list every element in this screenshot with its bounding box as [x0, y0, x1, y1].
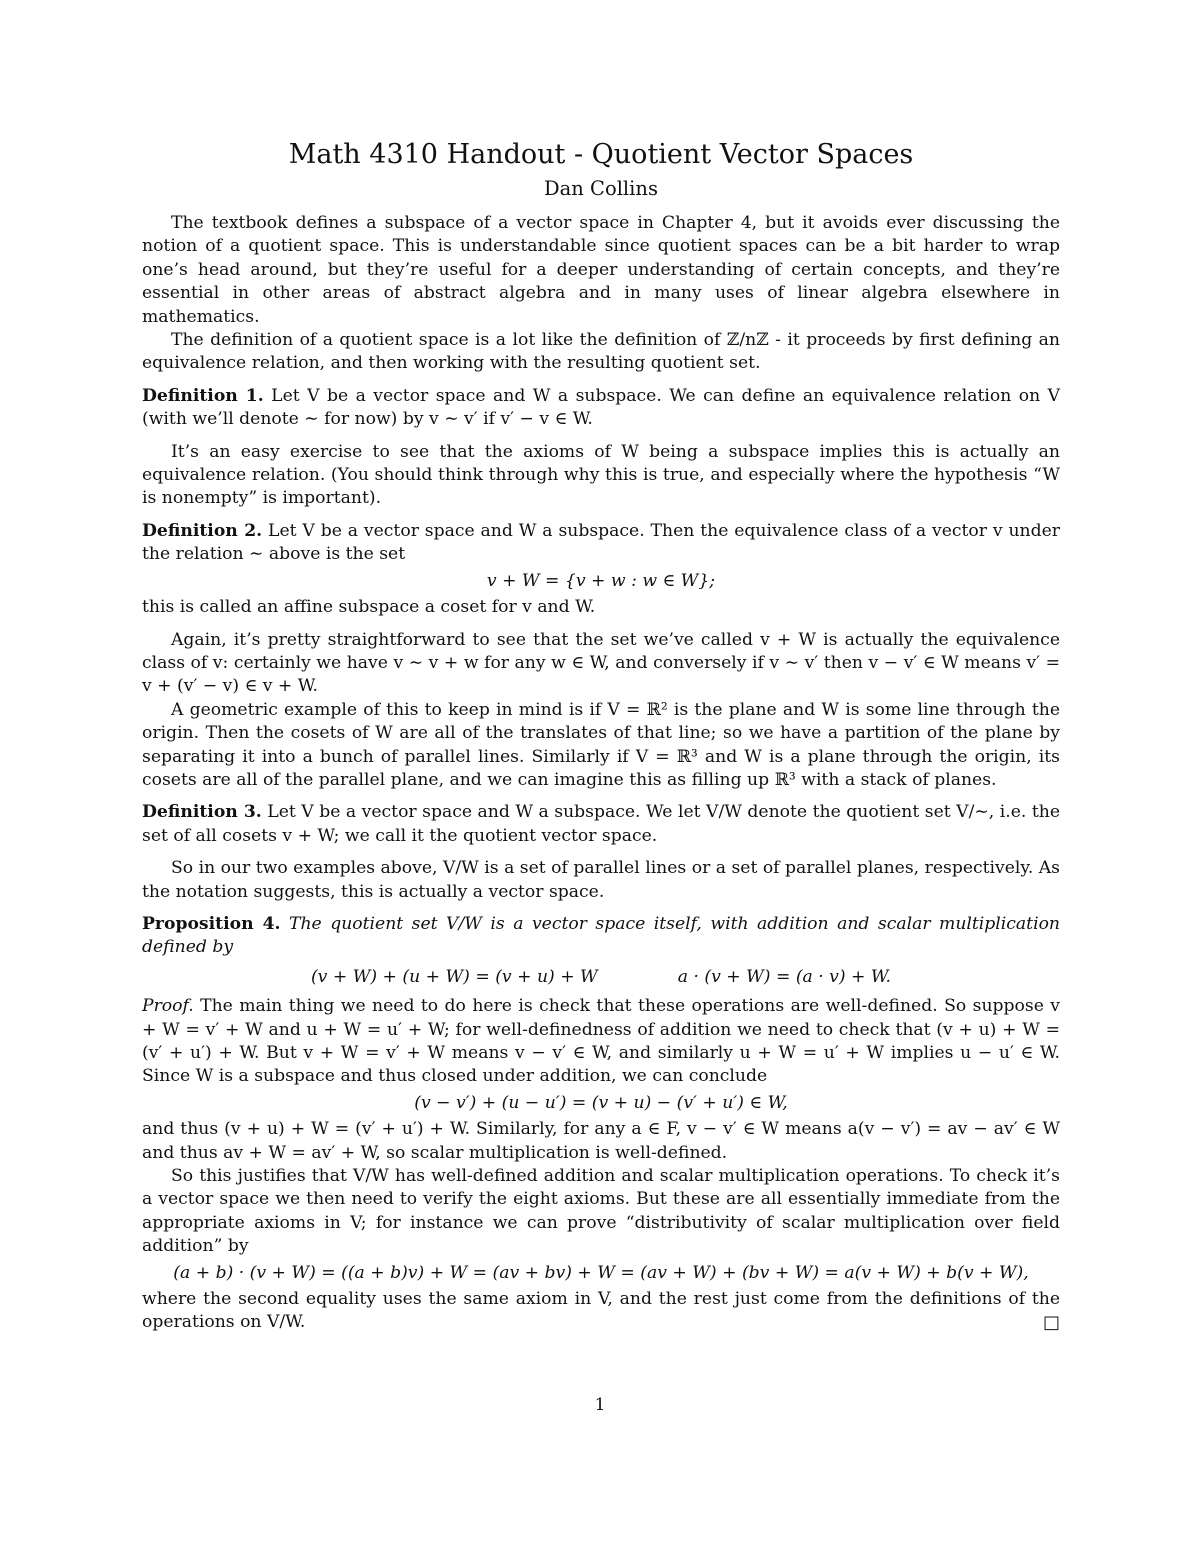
proposition-4-text: The quotient set V/W is a vector space itself, with addition and scalar multiplication defined by	[142, 913, 1060, 958]
paragraph-after-def1: It’s an easy exercise to see that the axioms of W being a subspace implies this is actually an equivalence relation. (You should think through why this is true, and especially where the hypothesis “W is nonempty” is important).	[142, 441, 1060, 509]
paragraph-geometric: A geometric example of this to keep in mind is if V = ℝ² is the plane and W is some line through the origin. Then the cosets of W are all of the translates of that line; so we have a partition of the plane by separating it into a bunch of parallel lines. Similarly if V = ℝ³ and W is a plane through the origin, its cosets are all of the parallel plane, and we can imagine this as filling up ℝ³ with a stack of planes.	[142, 699, 1060, 790]
distributivity-equation: (a + b) · (v + W) = ((a + b)v) + W = (av + bv) + W = (av + W) + (bv + W) = a(v + W) + b(v + W),	[173, 1262, 1029, 1283]
document-page	[142, 138, 1060, 1335]
scalar-equation: a · (v + W) = (a · v) + W.	[677, 966, 892, 987]
page-title: Math 4310 Handout - Quotient Vector Spaces	[288, 139, 914, 170]
proof-label: Proof.	[142, 996, 194, 1017]
intro-paragraph-1: The textbook defines a subspace of a vector space in Chapter 4, but it avoids ever discussing the notion of a quotient space. This is understandable since quotient spaces can be a bit harder to wrap one’s head around, but they’re useful for a deeper understanding of certain concepts, and they’re essential in other areas of abstract algebra and in many uses of linear algebra elsewhere in mathematics.	[142, 213, 1060, 327]
proof-continuation: and thus (v + u) + W = (v′ + u′) + W. Similarly, for any a ∈ F, v − v′ ∈ W means a(v − v′) = av − av′ ∈ W and thus av + W = av′ + W, so scalar multiplication is well-defined.	[142, 1119, 1060, 1163]
proof	[142, 995, 1060, 1089]
author-name: Dan Collins	[544, 177, 658, 200]
definition-2	[142, 520, 1060, 567]
proposition-4-label: Proposition 4.	[142, 913, 281, 934]
definition-3-text: Let V be a vector space and W a subspace. We let V/W denote the quotient set V/∼, i.e. the set of all cosets v + W; we call it the quotient vector space.	[142, 802, 1060, 846]
definition-3	[142, 801, 1060, 848]
proof-text: The main thing we need to do here is check that these operations are well-defined. So suppose v + W = v′ + W and u + W = u′ + W; for well-definedness of addition we need to check that (v + u) + W = (v′ + u′) + W. But v + W = v′ + W means v − v′ ∈ W, and similarly u + W = u′ + W implies u − u′ ∈ W. Since W is a subspace and thus closed under addition, we can conclude	[142, 996, 1060, 1087]
operations-equations	[142, 966, 1060, 989]
proof-final-text: where the second equality uses the same axiom in V, and the rest just come from the definitions of the operations on V/W.	[142, 1289, 1060, 1333]
intro-paragraph-2: The definition of a quotient space is a lot like the definition of ℤ/nℤ - it proceeds by first defining an equivalence relation, and then working with the resulting quotient set.	[142, 330, 1060, 374]
definition-3-label: Definition 3.	[142, 802, 262, 823]
definition-2-label: Definition 2.	[142, 520, 263, 541]
addition-equation: (v + W) + (u + W) = (v + u) + W	[310, 966, 598, 987]
paragraph-again: Again, it’s pretty straightforward to see that the set we’ve called v + W is actually the equivalence class of v: certainly we have v ∼ v + w for any w ∈ W, and conversely if v ∼ v′ then v − v′ ∈ W means v′ = v + (v′ − v) ∈ v + W.	[142, 629, 1060, 697]
qed-symbol: □	[1042, 1312, 1060, 1334]
definition-1	[142, 385, 1060, 432]
definition-1-text: Let V be a vector space and W a subspace. We can define an equivalence relation on V (with we’ll denote ∼ for now) by v ∼ v′ if v′ − v ∈ W.	[142, 385, 1060, 430]
proposition-4	[142, 913, 1060, 960]
definition-2-text: Let V be a vector space and W a subspace. Then the equivalence class of a vector v under the relation ∼ above is the set	[142, 520, 1061, 565]
paragraph-examples: So in our two examples above, V/W is a set of parallel lines or a set of parallel planes, respectively. As the notation suggests, this is actually a vector space.	[142, 858, 1060, 902]
coset-equation: v + W = {v + w : w ∈ W};	[486, 570, 716, 591]
closure-equation: (v − v′) + (u − u′) = (v + u) − (v′ + u′) ∈ W,	[414, 1092, 788, 1113]
page-number: 1	[594, 1395, 606, 1415]
definition-1-label: Definition 1.	[142, 385, 264, 406]
proof-paragraph-2: So this justifies that V/W has well-defined addition and scalar multiplication operations. To check it’s a vector space we then need to verify the eight axioms. But these are all essentially immediate from the appropriate axioms in V; for instance we can prove “distributivity of scalar multiplication over field addition” by	[142, 1166, 1060, 1257]
proof-final	[142, 1288, 1060, 1335]
definition-2-after: this is called an affine subspace a coset for v and W.	[142, 597, 596, 618]
